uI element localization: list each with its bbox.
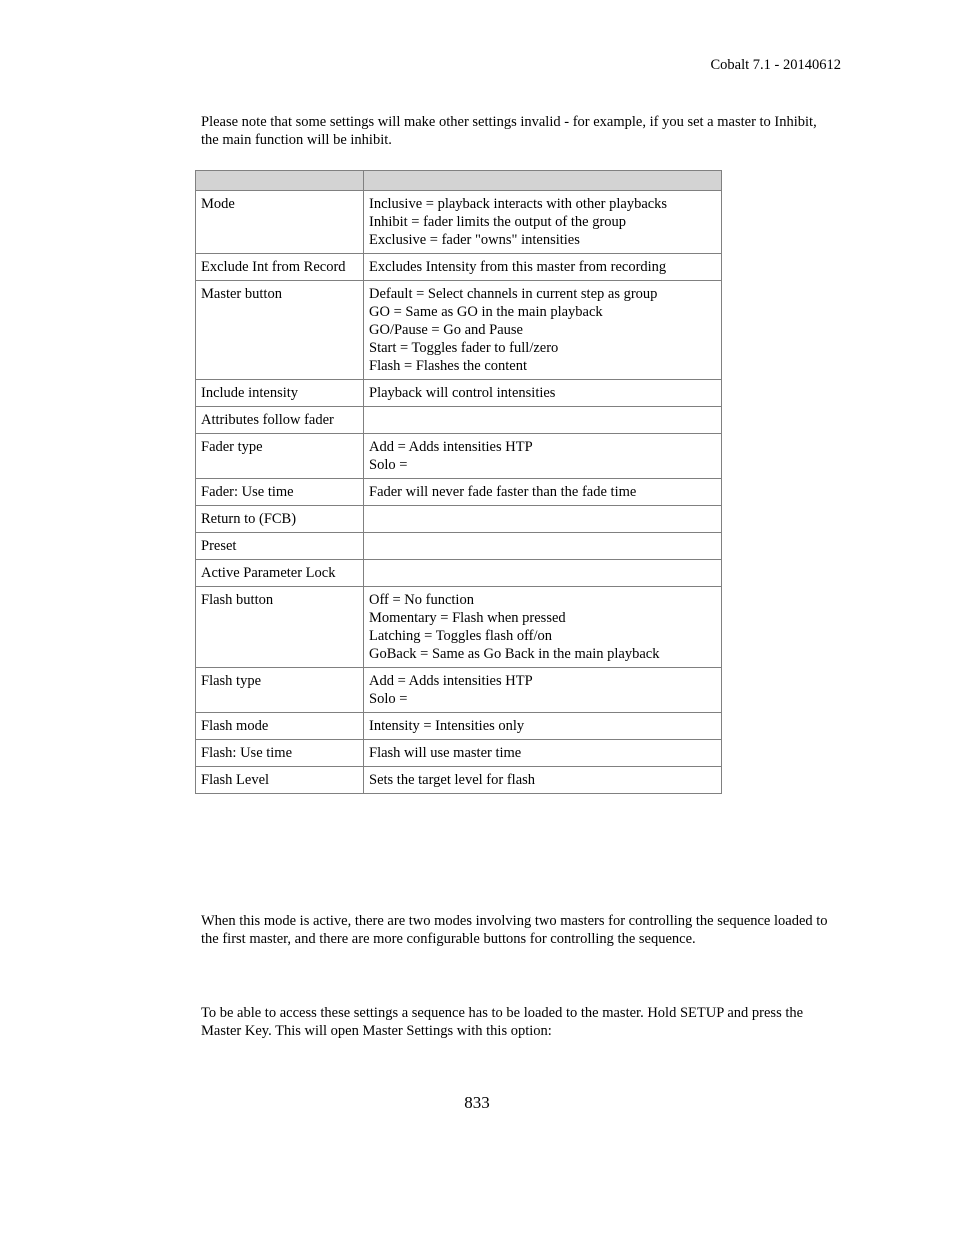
setting-name: Flash: Use time	[196, 740, 364, 767]
table-row	[196, 434, 722, 479]
access-paragraph: To be able to access these settings a sequence has to be loaded to the master. Hold SETUP and press the Master Key. This will open Master Settings with this option:	[201, 1005, 804, 1039]
setting-name: Exclude Int from Record	[196, 254, 364, 281]
description-line: GoBack = Same as Go Back in the main playback	[369, 646, 660, 662]
setting-description	[364, 587, 722, 668]
setting-name: Mode	[196, 191, 364, 254]
setting-name: Include intensity	[196, 380, 364, 407]
table-row	[196, 407, 722, 434]
description-line: GO/Pause = Go and Pause	[369, 322, 523, 338]
description-line: Solo =	[369, 457, 408, 473]
description-line: Playback will control intensities	[369, 385, 556, 401]
table-row	[196, 587, 722, 668]
description-line: Flash will use master time	[369, 745, 522, 761]
table-body	[196, 191, 722, 794]
setting-name: Preset	[196, 533, 364, 560]
setting-description	[364, 533, 722, 560]
description-line: Start = Toggles fader to full/zero	[369, 340, 559, 356]
table-row	[196, 533, 722, 560]
description-line: Fader will never fade faster than the fade time	[369, 484, 637, 500]
setting-name: Flash type	[196, 668, 364, 713]
table-row	[196, 740, 722, 767]
setting-description	[364, 191, 722, 254]
page-number: 833	[464, 1093, 490, 1112]
setting-description	[364, 560, 722, 587]
mode-paragraph: When this mode is active, there are two modes involving two masters for controlling the sequence loaded to the first master, and there are more configurable buttons for controlling the sequence.	[201, 913, 828, 947]
table-row	[196, 668, 722, 713]
setting-name: Attributes follow fader	[196, 407, 364, 434]
master-settings-table	[195, 170, 722, 794]
setting-description	[364, 281, 722, 380]
setting-name: Flash Level	[196, 767, 364, 794]
table-row	[196, 506, 722, 533]
setting-description	[364, 254, 722, 281]
table-row	[196, 254, 722, 281]
table-row	[196, 380, 722, 407]
table-row	[196, 479, 722, 506]
setting-description	[364, 407, 722, 434]
description-line: GO = Same as GO in the main playback	[369, 304, 603, 320]
setting-description	[364, 668, 722, 713]
setting-name: Flash mode	[196, 713, 364, 740]
description-line: Latching = Toggles flash off/on	[369, 628, 553, 644]
table-row	[196, 713, 722, 740]
table-row	[196, 191, 722, 254]
description-line: Default = Select channels in current step as group	[369, 286, 658, 302]
description-line: Excludes Intensity from this master from recording	[369, 259, 667, 275]
setting-description	[364, 479, 722, 506]
setting-name: Fader: Use time	[196, 479, 364, 506]
setting-name: Master button	[196, 281, 364, 380]
setting-description	[364, 740, 722, 767]
table-row	[196, 281, 722, 380]
description-line: Intensity = Intensities only	[369, 718, 525, 734]
setting-name: Fader type	[196, 434, 364, 479]
intro-note: Please note that some settings will make other settings invalid - for example, if you set a master to Inhibit, the main function will be inhibit.	[201, 114, 817, 148]
description-line: Sets the target level for flash	[369, 772, 536, 788]
description-line: Solo =	[369, 691, 408, 707]
description-line: Exclusive = fader "owns" intensities	[369, 232, 580, 248]
column-header-setting	[196, 171, 364, 191]
running-header: Cobalt 7.1 - 20140612	[710, 57, 841, 73]
description-line: Inclusive = playback interacts with other playbacks	[369, 196, 668, 212]
table-header-row	[196, 171, 722, 191]
description-line: Momentary = Flash when pressed	[369, 610, 566, 626]
description-line: Inhibit = fader limits the output of the group	[369, 214, 627, 230]
description-line: Add = Adds intensities HTP	[369, 439, 533, 455]
description-line: Flash = Flashes the content	[369, 358, 527, 374]
column-header-description	[364, 171, 722, 191]
description-line: Off = No function	[369, 592, 474, 608]
setting-description	[364, 713, 722, 740]
setting-name: Active Parameter Lock	[196, 560, 364, 587]
setting-description	[364, 434, 722, 479]
description-line: Add = Adds intensities HTP	[369, 673, 533, 689]
setting-description	[364, 506, 722, 533]
setting-description	[364, 767, 722, 794]
table-row	[196, 767, 722, 794]
setting-description	[364, 380, 722, 407]
setting-name: Flash button	[196, 587, 364, 668]
table-row	[196, 560, 722, 587]
setting-name: Return to (FCB)	[196, 506, 364, 533]
